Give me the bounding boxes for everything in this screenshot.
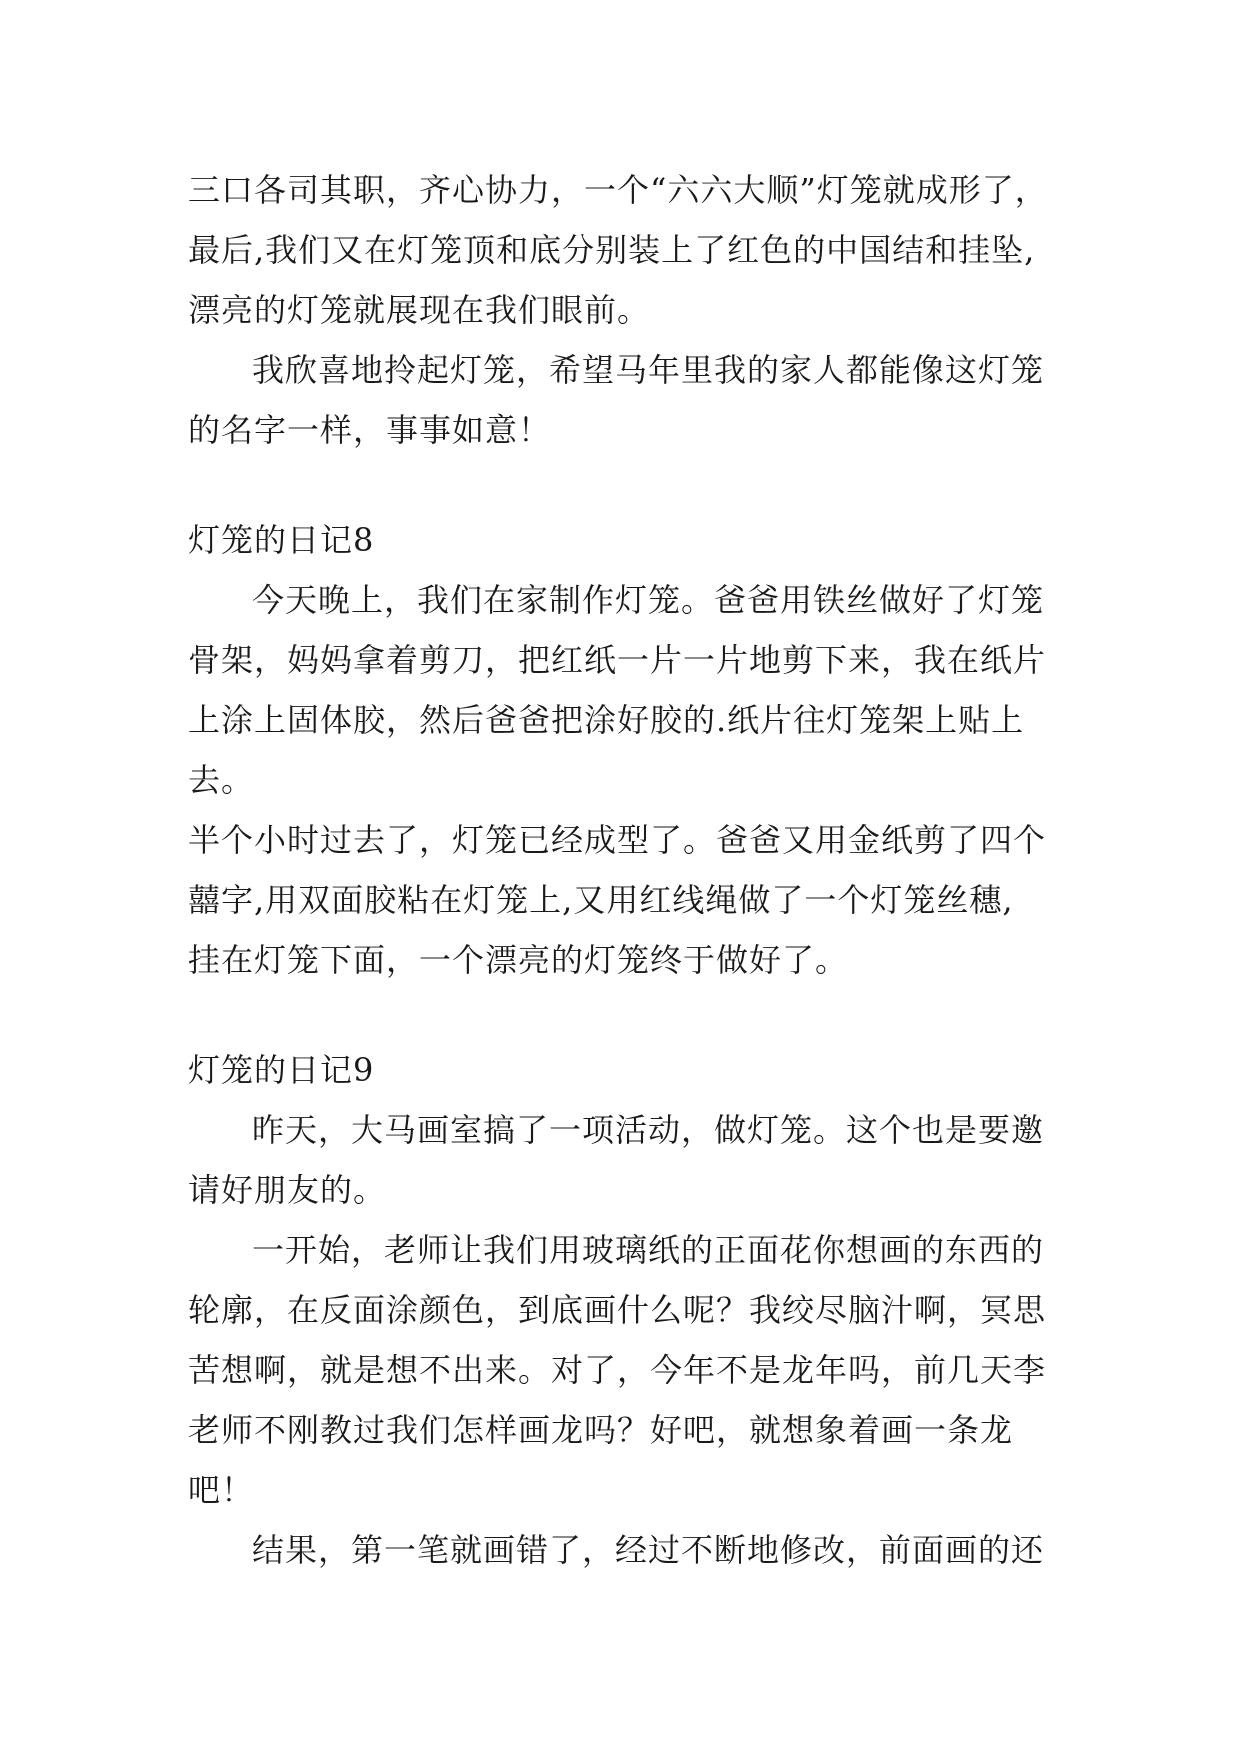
text-line: 苦想啊，就是想不出来。对了，今年不是龙年吗，前几天李 bbox=[188, 1351, 1047, 1389]
text-line: 囍字,用双面胶粘在灯笼上,又用红线绳做了一个灯笼丝穗, bbox=[188, 881, 1014, 919]
text-line: 最后,我们又在灯笼顶和底分别装上了红色的中国结和挂坠, bbox=[188, 231, 1036, 269]
text-line: 去。 bbox=[188, 761, 255, 799]
paragraph-start: 结果，第一笔就画错了，经过不断地修改，前面画的还 bbox=[252, 1531, 1045, 1569]
text-line: 请好朋友的。 bbox=[188, 1171, 387, 1209]
text-line: 轮廓，在反面涂颜色，到底画什么呢？我绞尽脑汁啊，冥思 bbox=[188, 1291, 1047, 1329]
text-line: 挂在灯笼下面，一个漂亮的灯笼终于做好了。 bbox=[188, 941, 849, 979]
paragraph-start: 昨天，大马画室搞了一项活动，做灯笼。这个也是要邀 bbox=[252, 1111, 1045, 1149]
text-line: 骨架，妈妈拿着剪刀，把红纸一片一片地剪下来，我在纸片 bbox=[188, 641, 1047, 679]
paragraph-start: 我欣喜地拎起灯笼，希望马年里我的家人都能像这灯笼 bbox=[252, 351, 1045, 389]
text-line: 漂亮的灯笼就展现在我们眼前。 bbox=[188, 291, 651, 329]
text-line: 三口各司其职，齐心协力，一个“六六大顺”灯笼就成形了， bbox=[188, 171, 1048, 209]
text-line: 老师不刚教过我们怎样画龙吗？好吧，就想象着画一条龙 bbox=[188, 1411, 1014, 1449]
text-line: 吧！ bbox=[188, 1471, 255, 1509]
text-line: 上涂上固体胶，然后爸爸把涂好胶的.纸片往灯笼架上贴上 bbox=[188, 701, 1025, 739]
paragraph-start: 一开始，老师让我们用玻璃纸的正面花你想画的东西的 bbox=[252, 1231, 1045, 1269]
section-title-diary-8: 灯笼的日记8 bbox=[188, 521, 375, 559]
text-line: 半个小时过去了，灯笼已经成型了。爸爸又用金纸剪了四个 bbox=[188, 821, 1047, 859]
paragraph-start: 今天晚上，我们在家制作灯笼。爸爸用铁丝做好了灯笼 bbox=[252, 581, 1045, 619]
text-line: 的名字一样，事事如意！ bbox=[188, 411, 552, 449]
section-title-diary-9: 灯笼的日记9 bbox=[188, 1051, 375, 1089]
